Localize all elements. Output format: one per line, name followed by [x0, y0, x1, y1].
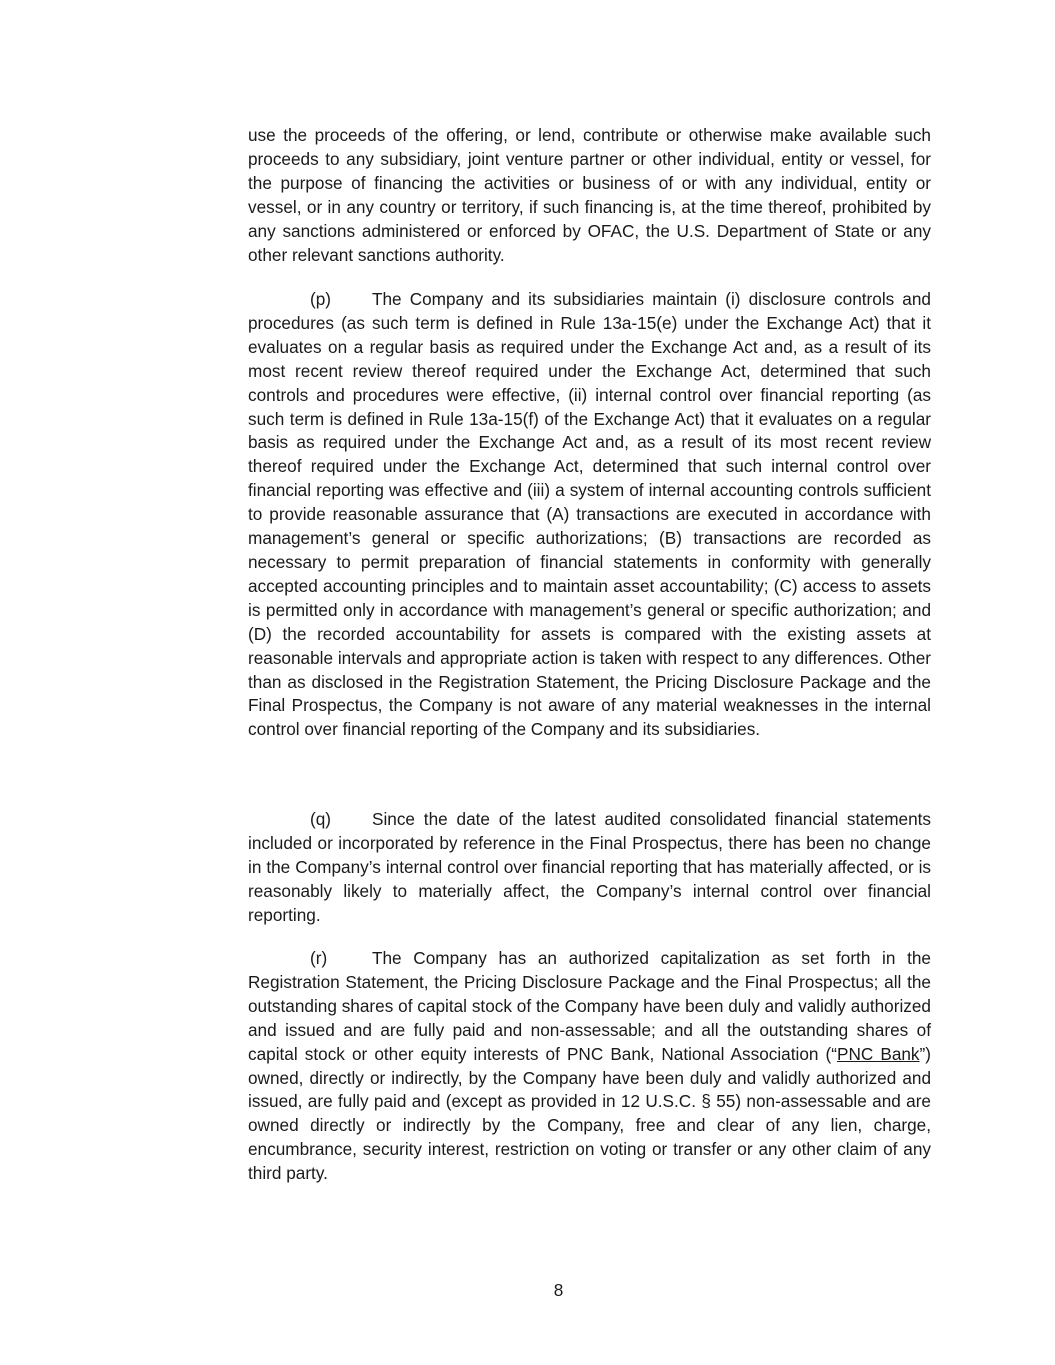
page-number: 8	[553, 1280, 564, 1300]
paragraph-r-text-after: ”) owned, directly or indirectly, by the Company have been duly and validly authorized and issued, are fully paid and (except as provided in 12 U.S.C. § 55) non-assessable and are owned directly or indirectly by the Company, free and clear of any lien, charge, encumbrance, security interest, restriction on voting or transfer or any other claim of any third party.	[248, 1043, 931, 1184]
paragraph-r-label: (r)	[310, 948, 328, 968]
paragraph-p-text: The Company and its subsidiaries maintain (i) disclosure controls and procedures (as such term is defined in Rule 13a-15(e) under the Exchange Act) that it evaluates on a regular basis as required under the Exchange Act and, as a result of its most recent review thereof required under the Exchange Act, determined that such controls and procedures were effective, (ii) internal control over financial reporting (as such term is defined in Rule 13a-15(f) of the Exchange Act) that it evaluates on a regular basis as required under the Exchange Act and, as a result of its most recent review thereof required under the Exchange Act, determined that such internal control over financial reporting was effective and (iii) a system of internal accounting controls sufficient to provide reasonable assurance that (A) transactions are executed in accordance with management’s general or specific authorizations; (B) transactions are recorded as necessary to permit preparation of financial statements in conformity with generally accepted accounting principles and to maintain asset accountability; (C) access to assets is permitted only in accordance with management’s general or specific authorization; and (D) the recorded accountability for assets is compared with the existing assets at reasonable intervals and appropriate action is taken with respect to any differences. Other than as disclosed in the Registration Statement, the Pricing Disclosure Package and the Final Prospectus, the Company is not aware of any material weaknesses in the internal control over financial reporting of the Company and its subsidiaries.	[248, 289, 931, 740]
paragraph-q	[248, 808, 931, 928]
paragraph-q-label: (q)	[310, 809, 332, 829]
paragraph-p-label: (p)	[310, 289, 332, 309]
paragraph-r-text-before: The Company has an authorized capitalization as set forth in the Registration Statement, the Pricing Disclosure Package and the Final Prospectus; all the outstanding shares of capital stock of the Company have been duly and validly authorized and issued and are fully paid and non-assessable; and all the outstanding shares of capital stock or other equity interests of PNC Bank, National Association (“	[248, 948, 931, 1064]
paragraph-q-text: Since the date of the latest audited consolidated financial statements included or incorporated by reference in the Final Prospectus, there has been no change in the Company’s internal control over financial reporting that has materially affected, or is reasonably likely to materially affect, the Company’s internal control over financial reporting.	[248, 809, 931, 925]
paragraph-o-text: use the proceeds of the offering, or lend, contribute or otherwise make available such proceeds to any subsidiary, joint venture partner or other individual, entity or vessel, for the purpose of financing the activities or business of or with any individual, entity or vessel, or in any country or territory, if such financing is, at the time thereof, prohibited by any sanctions administered or enforced by OFAC, the U.S. Department of State or any other relevant sanctions authority.	[248, 125, 931, 265]
paragraph-o-continued	[248, 124, 931, 267]
paragraph-r	[248, 947, 931, 1186]
defined-term-pnc-bank: PNC Bank	[836, 1043, 920, 1064]
paragraph-p	[248, 288, 931, 742]
